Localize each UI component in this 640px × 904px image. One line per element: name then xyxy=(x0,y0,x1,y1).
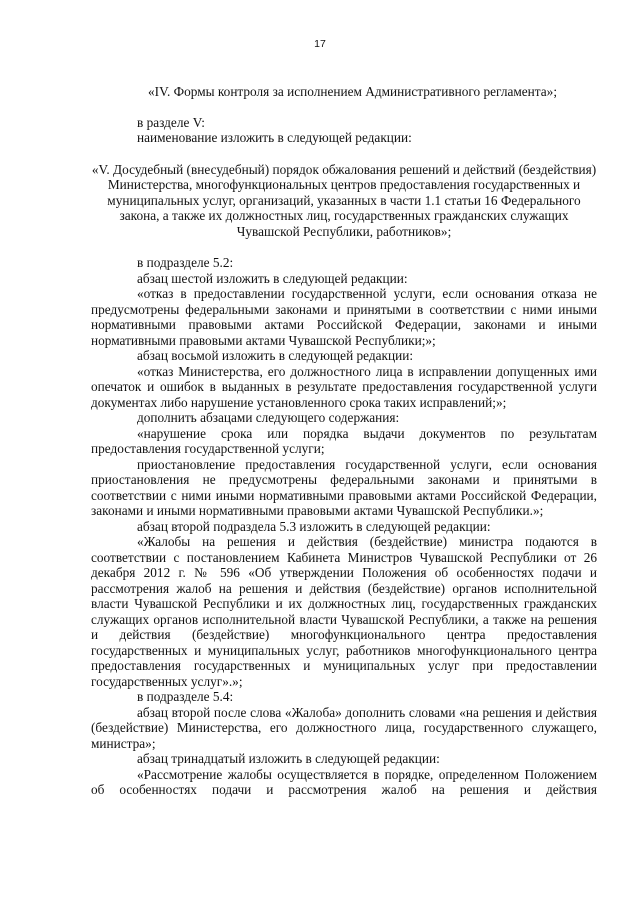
subsection-5-4-p13-text: «Рассмотрение жалобы осуществляется в порядке, определенном Положением об особенностях подачи и рассмотрения жалоб на решения и действия xyxy=(91,766,597,797)
subsection-5-2-intro: в подразделе 5.2: xyxy=(137,255,234,270)
subsection-5-4-intro: в подразделе 5.4: xyxy=(137,689,234,704)
subsection-5-2-p6-instruction: абзац шестой изложить в следующей редакции: xyxy=(137,270,408,286)
section-v-intro: в разделе V: xyxy=(137,114,206,130)
subsection-5-4-p13-instruction: абзац тринадцатый изложить в следующей редакции: xyxy=(137,751,440,766)
section-v-name-instruction: наименование изложить в следующей редакции: xyxy=(137,130,412,145)
section-iv-heading: «IV. Формы контроля за исполнением Административного регламента»; xyxy=(148,84,558,99)
subsection-5-3-text: «Жалобы на решения и действия (бездействие) министра подаются в соответствии с постановлением Кабинета Министров Чувашской Республики от 26 декабря 2012 г. № 596 «Об утверждении Положения об особенностях подачи и рассмотрения жалоб на решения и действия (бездействие) органов исполнительной власти Чувашской Республики и их должностных лиц, государственных гражданских служащих органов исполнительной власти Чувашской Республики, а также на решения и действия (бездействие) многофункционального центра предоставления государственных и муниципальных услуг, работников многофункционального центра предоставления государственных и муниципальных услуг при предоставлении государственных услуг».»; xyxy=(91,534,597,689)
page-number: 17 xyxy=(314,38,326,50)
subsection-5-3-instruction: абзац второй подраздела 5.3 изложить в следующей редакции: xyxy=(137,518,491,534)
document-body xyxy=(91,84,597,798)
subsection-5-2-add-text-2: приостановление предоставления государственной услуги, если основания приостановления не предусмотрены федеральными законами и принятыми в соответствии с ними иными нормативными правовыми актами Российской Федерации, законами и иными нормативными правовыми актами Чувашской Республики.»; xyxy=(91,456,597,518)
subsection-5-2-p6-text: «отказ в предоставлении государственной услуги, если основания отказа не предусмотрены федеральными законами и принятыми в соответствии с ними иными нормативными правовыми актами Российской Федерации, законами и иными нормативными правовыми актами Чувашской Республики;»; xyxy=(91,286,597,348)
subsection-5-2-p8-instruction: абзац восьмой изложить в следующей редакции: xyxy=(137,348,414,363)
section-v-title: «V. Досудебный (внесудебный) порядок обжалования решений и действий (бездействия) Министерства, многофункциональных центров предоставления государственных и муниципальных услуг, организаций, указанных в части 1.1 статьи 16 Федерального закона, а также их должностных лиц, государственных гражданских служащих Чувашской Республики, работников»; xyxy=(91,161,597,239)
subsection-5-2-p8-text: «отказ Министерства, его должностного лица в исправлении допущенных ими опечаток и ошибок в выданных в результате предоставления государственной услуги документах либо нарушение установленного срока таких исправлений;»; xyxy=(91,363,597,410)
subsection-5-4-p2-text: абзац второй после слова «Жалоба» дополнить словами «на решения и действия (бездействие) Министерства, его должностного лица, государственного служащего, министра»; xyxy=(91,704,597,751)
subsection-5-2-add-text-1: «нарушение срока или порядка выдачи документов по результатам предоставления государственной услуги; xyxy=(91,425,597,456)
subsection-5-2-add-instruction: дополнить абзацами следующего содержания: xyxy=(137,410,400,425)
